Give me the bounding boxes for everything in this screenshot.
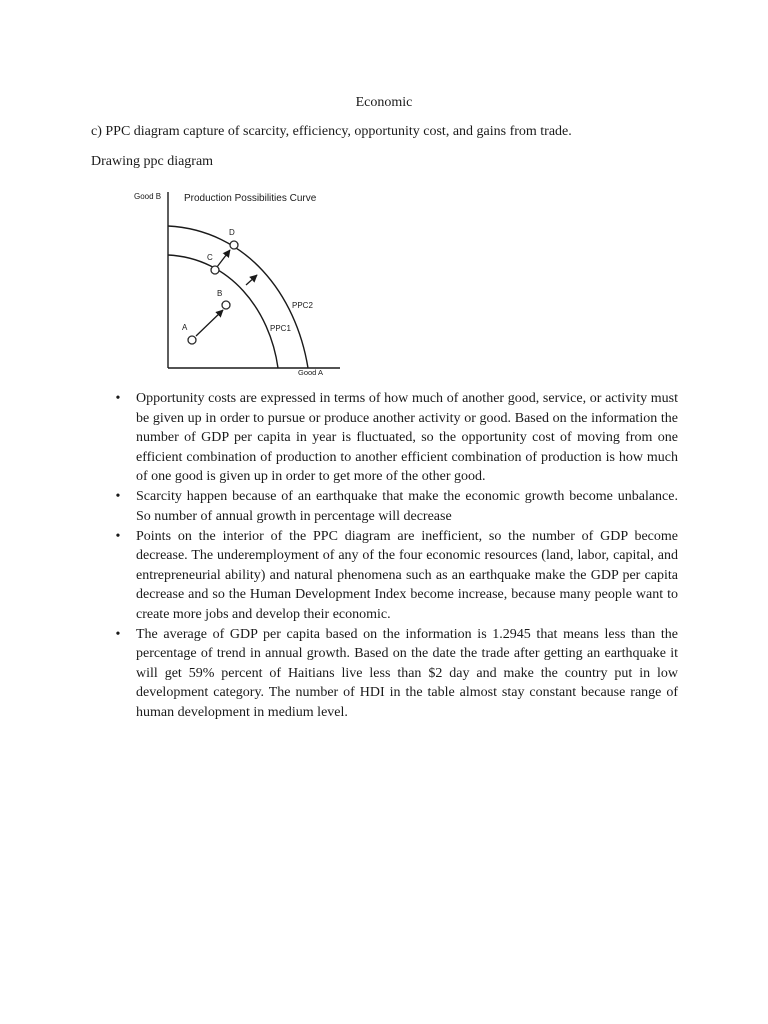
- x-axis-label: Good A: [298, 368, 324, 377]
- ppc1-label: PPC1: [270, 324, 291, 333]
- bullet-icon: •: [115, 626, 121, 642]
- bullet-icon: •: [115, 391, 121, 406]
- diagram-title: Production Possibilities Curve: [184, 193, 317, 204]
- bullet-icon: •: [115, 528, 121, 544]
- bullet-item-gdp-average: [112, 625, 678, 723]
- point-a-label: A: [182, 323, 188, 332]
- bullet-icon: •: [115, 489, 121, 504]
- drawing-label: Drawing ppc diagram: [91, 154, 214, 169]
- arrow-a-to-b: [196, 310, 223, 336]
- bullet-text: Opportunity costs are expressed in terms of how much of another good, service, or activity must be given up in order to pursue or produce another activity or good. Based on the information the number of GDP per capita in year is fluctuated, so the opportunity cost of moving from one efficient combination of production to another efficient combination of production is how much of one good is given up in order to get more of the other good.: [136, 391, 678, 484]
- bullet-item-opportunity-cost: [112, 389, 678, 487]
- ppc-diagram: [126, 186, 346, 378]
- bullet-text: Scarcity happen because of an earthquake that make the economic growth become unbalance. So number of annual growth in percentage will decrease: [136, 489, 678, 524]
- arrow-c-to-d: [217, 250, 230, 267]
- point-b-label: B: [217, 289, 223, 298]
- y-axis-label: Good B: [134, 192, 162, 201]
- point-c: [211, 266, 219, 274]
- bullet-list: [112, 389, 678, 723]
- shift-arrow: [246, 275, 257, 285]
- bullet-item-scarcity: [112, 487, 678, 526]
- point-d: [230, 241, 238, 249]
- ppc2-label: PPC2: [292, 301, 313, 310]
- bullet-item-inefficiency: [112, 527, 678, 625]
- bullet-text: The average of GDP per capita based on the information is 1.2945 that means less than the percentage of trend in annual growth. Based on the date the trade after getting an earthquake it will get 59% percent of Haitians live less than $2 day and make the country put in low development category. The number of HDI in the table almost stay constant because range of human development in medium level.: [136, 626, 678, 720]
- point-c-label: C: [207, 253, 213, 262]
- point-a: [188, 336, 196, 344]
- document-title: Economic: [355, 95, 413, 110]
- bullet-text: Points on the interior of the PPC diagram are inefficient, so the number of GDP become decrease. The underemployment of any of the four economic resources (land, labor, capital, and entrepreneurial ability) and natural phenomena such as an earthquake make the GDP per capita decrease and so the Human Development Index become increase, because many people want to create more jobs and develop their economic.: [136, 528, 678, 622]
- ppc-description-line: c) PPC diagram capture of scarcity, efficiency, opportunity cost, and gains from trade.: [91, 124, 572, 139]
- point-d-label: D: [229, 228, 235, 237]
- ppc1-curve: [168, 255, 278, 368]
- point-b: [222, 301, 230, 309]
